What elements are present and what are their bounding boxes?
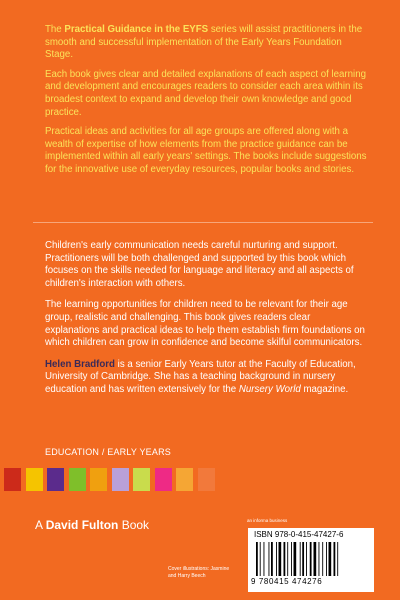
magazine-title: Nursery World — [238, 383, 301, 395]
publisher-name: David Fulton — [45, 518, 119, 532]
color-swatch — [90, 468, 107, 491]
author-bio: Helen Bradford is a senior Early Years tutor at the Faculty of Education, University of Cambridge. She has a teaching background in nursery education and has written extensively for the Nursery World magazine. — [45, 358, 356, 395]
cover-credits: Cover illustrations: Jasmine and Harry Beech — [168, 566, 230, 579]
author-name: Helen Bradford — [45, 358, 115, 370]
color-swatch — [133, 468, 150, 491]
book-description — [45, 240, 367, 406]
informa-tagline: an informa business — [247, 518, 288, 523]
isbn-label: ISBN 978-0-415-47427-6 — [254, 530, 344, 539]
blurb-paragraph-2: The learning opportunities for children need to be relevant for their age group, realistic and challenging. This book gives readers clear explanations and practical ideas to help them establish firm foundations on which children can grow in confidence and become skilful communicators. — [45, 299, 365, 349]
series-paragraph-3: Practical ideas and activities for all age groups are offered along with a wealth of expertise of how elements from the practice guidance can be implemented within all early years' settings. The books include suggestions for the innovative use of everyday resources, popular books and stories. — [45, 126, 367, 175]
color-swatch — [47, 468, 64, 491]
series-description — [45, 24, 367, 184]
subject-category: EDUCATION / EARLY YEARS — [45, 447, 171, 457]
barcode-icon — [254, 542, 368, 576]
series-name: Practical Guidance in the EYFS — [64, 24, 209, 35]
color-swatch — [26, 468, 43, 491]
color-swatch — [4, 468, 21, 491]
series-paragraph-2: Each book gives clear and detailed explanations of each aspect of learning and development and encourages readers to consider each area within its broadest context to expand and develop their own knowledge and good practice. — [45, 68, 366, 118]
color-swatch-strip — [0, 468, 230, 498]
color-swatch — [112, 468, 129, 491]
series-paragraph-1: The Practical Guidance in the EYFS series will assist practitioners in the smooth and successful implementation of the Early Years Foundation Stage. — [45, 24, 363, 61]
ean-number: 9 780415 474276 — [251, 577, 323, 586]
blurb-paragraph-1: Children's early communication needs careful nurturing and support. Practitioners will be both challenged and supported by this book which focuses on the skills needed for language and literacy and all aspects of children's interaction with others. — [45, 240, 354, 289]
color-swatch — [155, 468, 172, 491]
barcode-panel — [248, 528, 374, 592]
color-swatch — [69, 468, 86, 491]
color-swatch — [176, 468, 193, 491]
divider-line — [33, 222, 373, 223]
color-swatch — [198, 468, 215, 491]
publisher-imprint: A David Fulton Book — [35, 518, 150, 532]
